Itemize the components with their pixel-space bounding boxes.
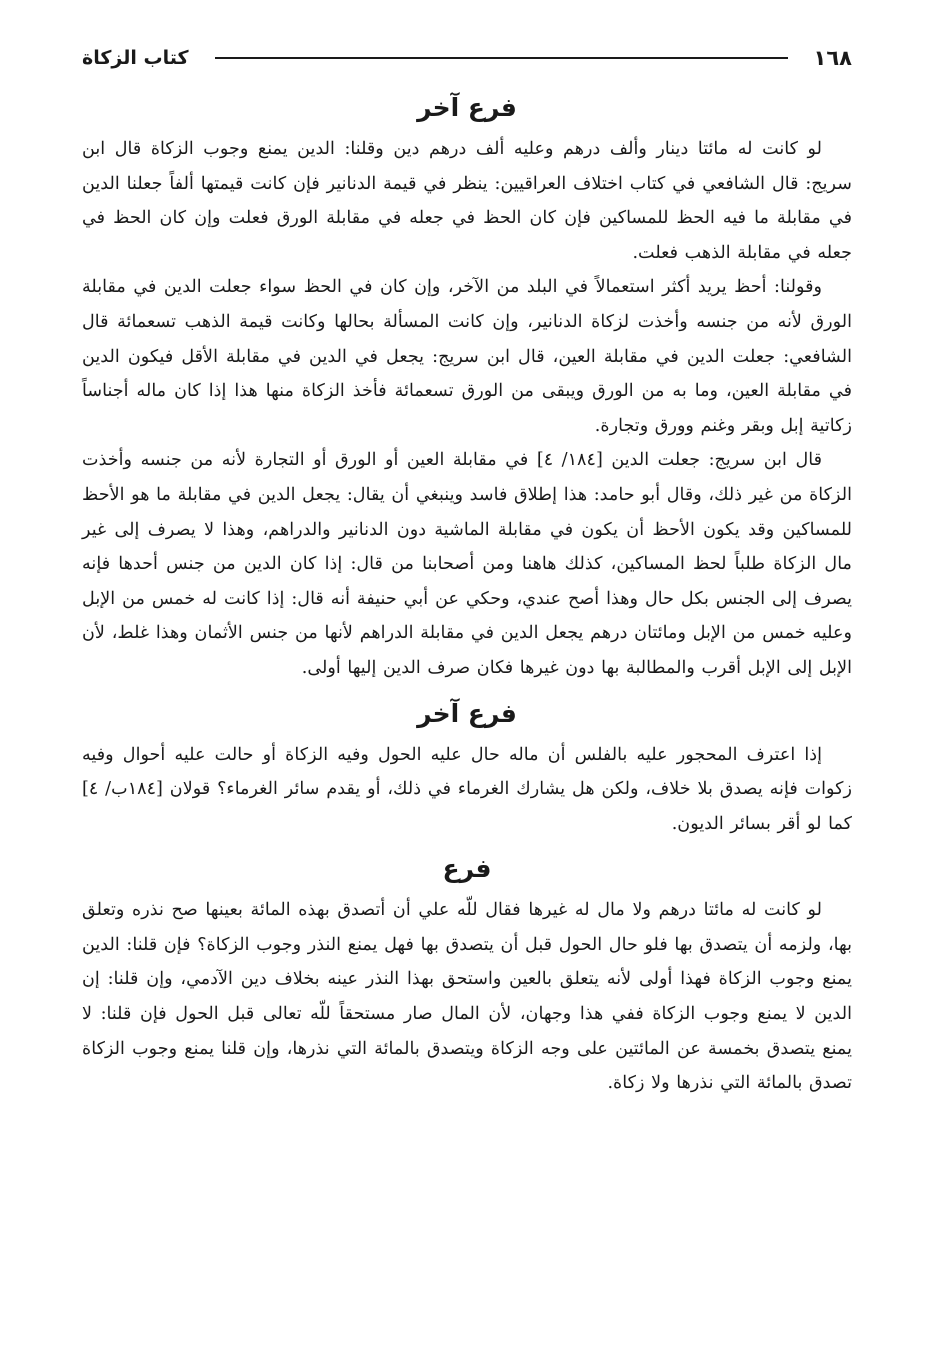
section-2 [82,694,852,842]
paragraph: لو كانت له مائتا دينار وألف درهم وعليه ألف درهم دين وقلنا: الدين يمنع وجوب الزكاة قال ابن سريج: قال الشافعي في كتاب اختلاف العراقيين: ينظر في قيمة الدنانير فإن كانت قيمتها ألفاً جعلنا الدين في مقابلة ما فيه الحظ للمساكين فإن كان الحظ في جعله في مقابلة الورق فعلت وإن كان الحظ في جعله في مقابلة الذهب فعلت. [82,139,852,263]
section-heading: فرع [442,854,492,884]
page-number: ١٦٨ [813,46,852,70]
paragraph: وقولنا: أحظ يريد أكثر استعمالاً في البلد من الآخر، وإن كان في الحظ سواء جعلت الدين في مقابلة الورق لأنه من جنسه وأخذت لزكاة الدنانير، وإن كانت المسألة بحالها وكانت قيمة الذهب تسعمائة قال الشافعي: جعلت الدين في مقابلة العين، قال ابن سريج: يجعل في الدين في مقابلة الأقل فيكون الدين في مقابلة العين، وما به من الورق ويبقى من الورق تسعمائة فأخذ الزكاة منها هذا إذا كان ماله أجناساً زكاتية إبل وبقر وغنم وورق وتجارة. [82,277,852,436]
paragraph: إذا اعترف المحجور عليه بالفلس أن ماله حال عليه الحول وفيه الزكاة أو حالت عليه أحوال وفيه زكوات فإنه يصدق بلا خلاف، ولكن هل يشارك الغرماء في ذلك، أو يقدم سائر الغرماء؟ قولان [١٨٤ب/ ٤] كما لو أقر بسائر الديون. [82,744,852,834]
document-page [82,36,852,1101]
section-heading: فرع آخر [417,698,517,728]
book-title: كتاب الزكاة [82,47,189,69]
paragraph: قال ابن سريج: جعلت الدين [١٨٤/ ٤] في مقابلة العين أو الورق أو التجارة لأنه من جنسه وأخذت الزكاة من غير ذلك، وقال أبو حامد: هذا إطلاق فاسد وينبغي أن يقال: يجعل الدين في مقابلة ما هو الأحظ للمساكين وقد يكون الأحظ أن يكون في مقابلة الماشية دون الدنانير والدراهم، وهذا لا يصرف إلى غير مال الزكاة طلباً لحظ المساكين، كذلك هاهنا ومن أصحابنا من قال: إذا كان الدين من جنس أحدها فإنه يصرف إلى الجنس بكل حال وهذا أصح عندي، وحكي عن أبي حنيفة أنه قال: إذا كانت له خمس من الإبل وعليه خمس من الإبل ومائتان درهم يجعل الدين في مقابلة الدراهم لأنها من جنس الأثمان وهذا غلط، لأن الإبل إلى الإبل أقرب والمطالبة بها دون غيرها فكان صرف الدين إليها أولى. [82,450,852,678]
running-header [82,36,852,80]
header-rule [215,57,788,59]
section-heading: فرع آخر [417,93,517,122]
paragraph: لو كانت له مائتا درهم ولا مال له غيرها فقال للّه علي أن أتصدق بهذه المائة بعينها صح نذره وتعلق بها، ولزمه أن يتصدق بها فلو حال الحول قبل أن يتصدق بها فهل يمنع النذر وجوب الزكاة؟ فإن قلنا: الدين يمنع وجوب الزكاة فهذا أولى لأنه يتعلق بالعين واستحق بهذا النذر عينه بخلاف دين الآدمي، وإن قلنا: إن الدين لا يمنع وجوب الزكاة ففي هذا وجهان، لأن المال صار مستحقاً للّه تعالى قبل الحول فإن قلنا: لا يمنع يتصدق بخمسة عن المائتين على وجه الزكاة ويتصدق بالمائة التي نذرها، وإن قلنا يمنع وجوب الزكاة تصدق بالمائة التي نذرها ولا زكاة. [82,900,852,1094]
section-1 [82,88,852,686]
section-3 [82,849,852,1101]
